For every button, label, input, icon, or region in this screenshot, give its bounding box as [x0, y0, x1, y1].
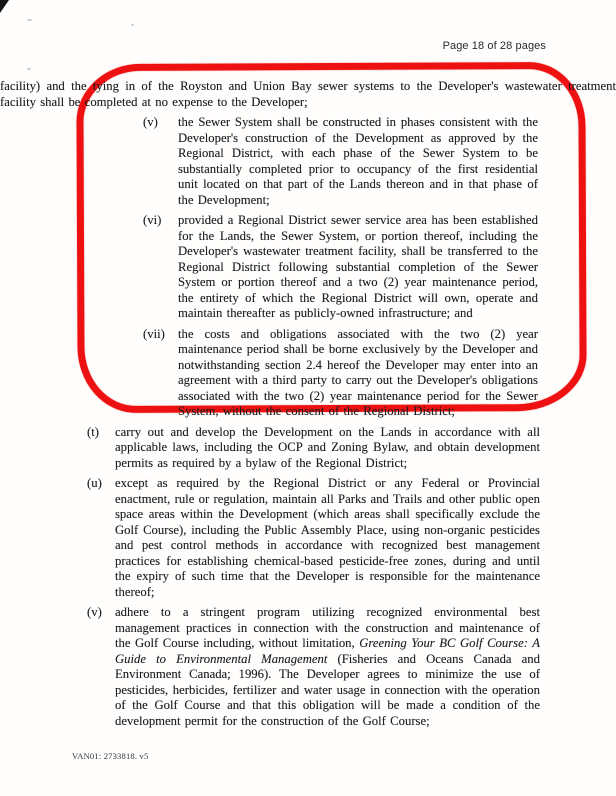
- clause-text: the costs and obligations associated with the two (2) year maintenance period shall be borne exclusively by the Developer and notwithstanding section 2.4 hereof the Developer may enter into an agreement with a third party to carry out the Developer's obligations associated with the two (2) year maintenance period for the Sewer System, without the consent of the Regional District;: [178, 326, 538, 418]
- clause-vii-maintenance-costs: [143, 326, 538, 420]
- scan-speck: [131, 24, 134, 26]
- clause-text-after: (Fisheries and Oceans Canada and Environment Canada; 1996). The Developer agrees to minimize the use of pesticides, herbicides, fertilizer and water usage in connection with the operation of the Golf Course and that this obligation will be made a condition of the development permit for the construction of the Golf Course;: [115, 651, 540, 728]
- clause-label-vi: (vi): [143, 213, 162, 227]
- clause-text: except as required by the Regional District or any Federal or Provincial enactment, rule or regulation, maintain all Parks and Trails and other public open space areas within the Development (which areas shall specifically exclude the Golf Course), including the Public Assembly Place, using non-organic pesticides and pest control methods in accordance with recognized best management practices for establishing chemical-based pesticide-free zones, during and until the expiry of such time that the Developer is responsible for the maintenance thereof;: [115, 476, 540, 599]
- clause-label-t: (t): [87, 424, 99, 439]
- clause-v-golf-course-program: [87, 605, 540, 729]
- paragraph-sewer-facility-continuation: facility) and the tying in of the Royston and Union Bay sewer systems to the Developer's wastewater treatment facility shall be completed at no expense to the Developer;: [0, 79, 616, 109]
- clause-text: the Sewer System shall be constructed in phases consistent with the Developer's construction of the Development as approved by the Regional District, with each phase of the Sewer System to be substantially completed prior to occupancy of the first residential unit located on that part of the Lands thereon and in that phase of the Development;: [178, 115, 538, 207]
- clause-text: [115, 605, 540, 729]
- scan-speck: [27, 68, 31, 70]
- clause-text: carry out and develop the Development on the Lands in accordance with all applicable laws, including the OCP and Zoning Bylaw, and obtain development permits as required by a bylaw of the Regional District;: [115, 424, 540, 470]
- clause-label-v: (v): [143, 115, 158, 129]
- document-body: [0, 79, 616, 729]
- clause-v-sewer-phases: [143, 115, 538, 208]
- clause-vi-sewer-transfer: [143, 213, 538, 322]
- clause-u-parks-maintenance: [87, 476, 540, 600]
- clause-label-v2: (v): [87, 605, 102, 619]
- clause-label-vii: (vii): [143, 326, 165, 341]
- page-number: Page 18 of 28 pages: [442, 40, 546, 52]
- clause-text: provided a Regional District sewer service area has been established for the Lands, the Sewer System, or portion thereof, including the Developer's wastewater treatment facility, shall be transferred to the Regional District following substantial completion of the Sewer System or portion thereof and a two (2) year maintenance period, the entirety of which the Regional District will own, operate and maintain thereafter as publicly-owned infrastructure; and: [178, 213, 538, 320]
- scan-corner-artifact: [0, 0, 9, 13]
- clause-text-before: adhere to a stringent program utilizing recognized environmental best management practices in connection with the construction and maintenance of the Golf Course including, without limitation,: [115, 605, 540, 650]
- scan-speck: [27, 19, 32, 21]
- clause-t-develop-lands: [87, 424, 540, 472]
- clause-label-u: (u): [87, 476, 102, 490]
- publication-title: Greening Your BC Golf Course: A Guide to Environmental Management: [115, 636, 540, 666]
- document-reference-number: VAN01: 2733818. v5: [72, 751, 149, 761]
